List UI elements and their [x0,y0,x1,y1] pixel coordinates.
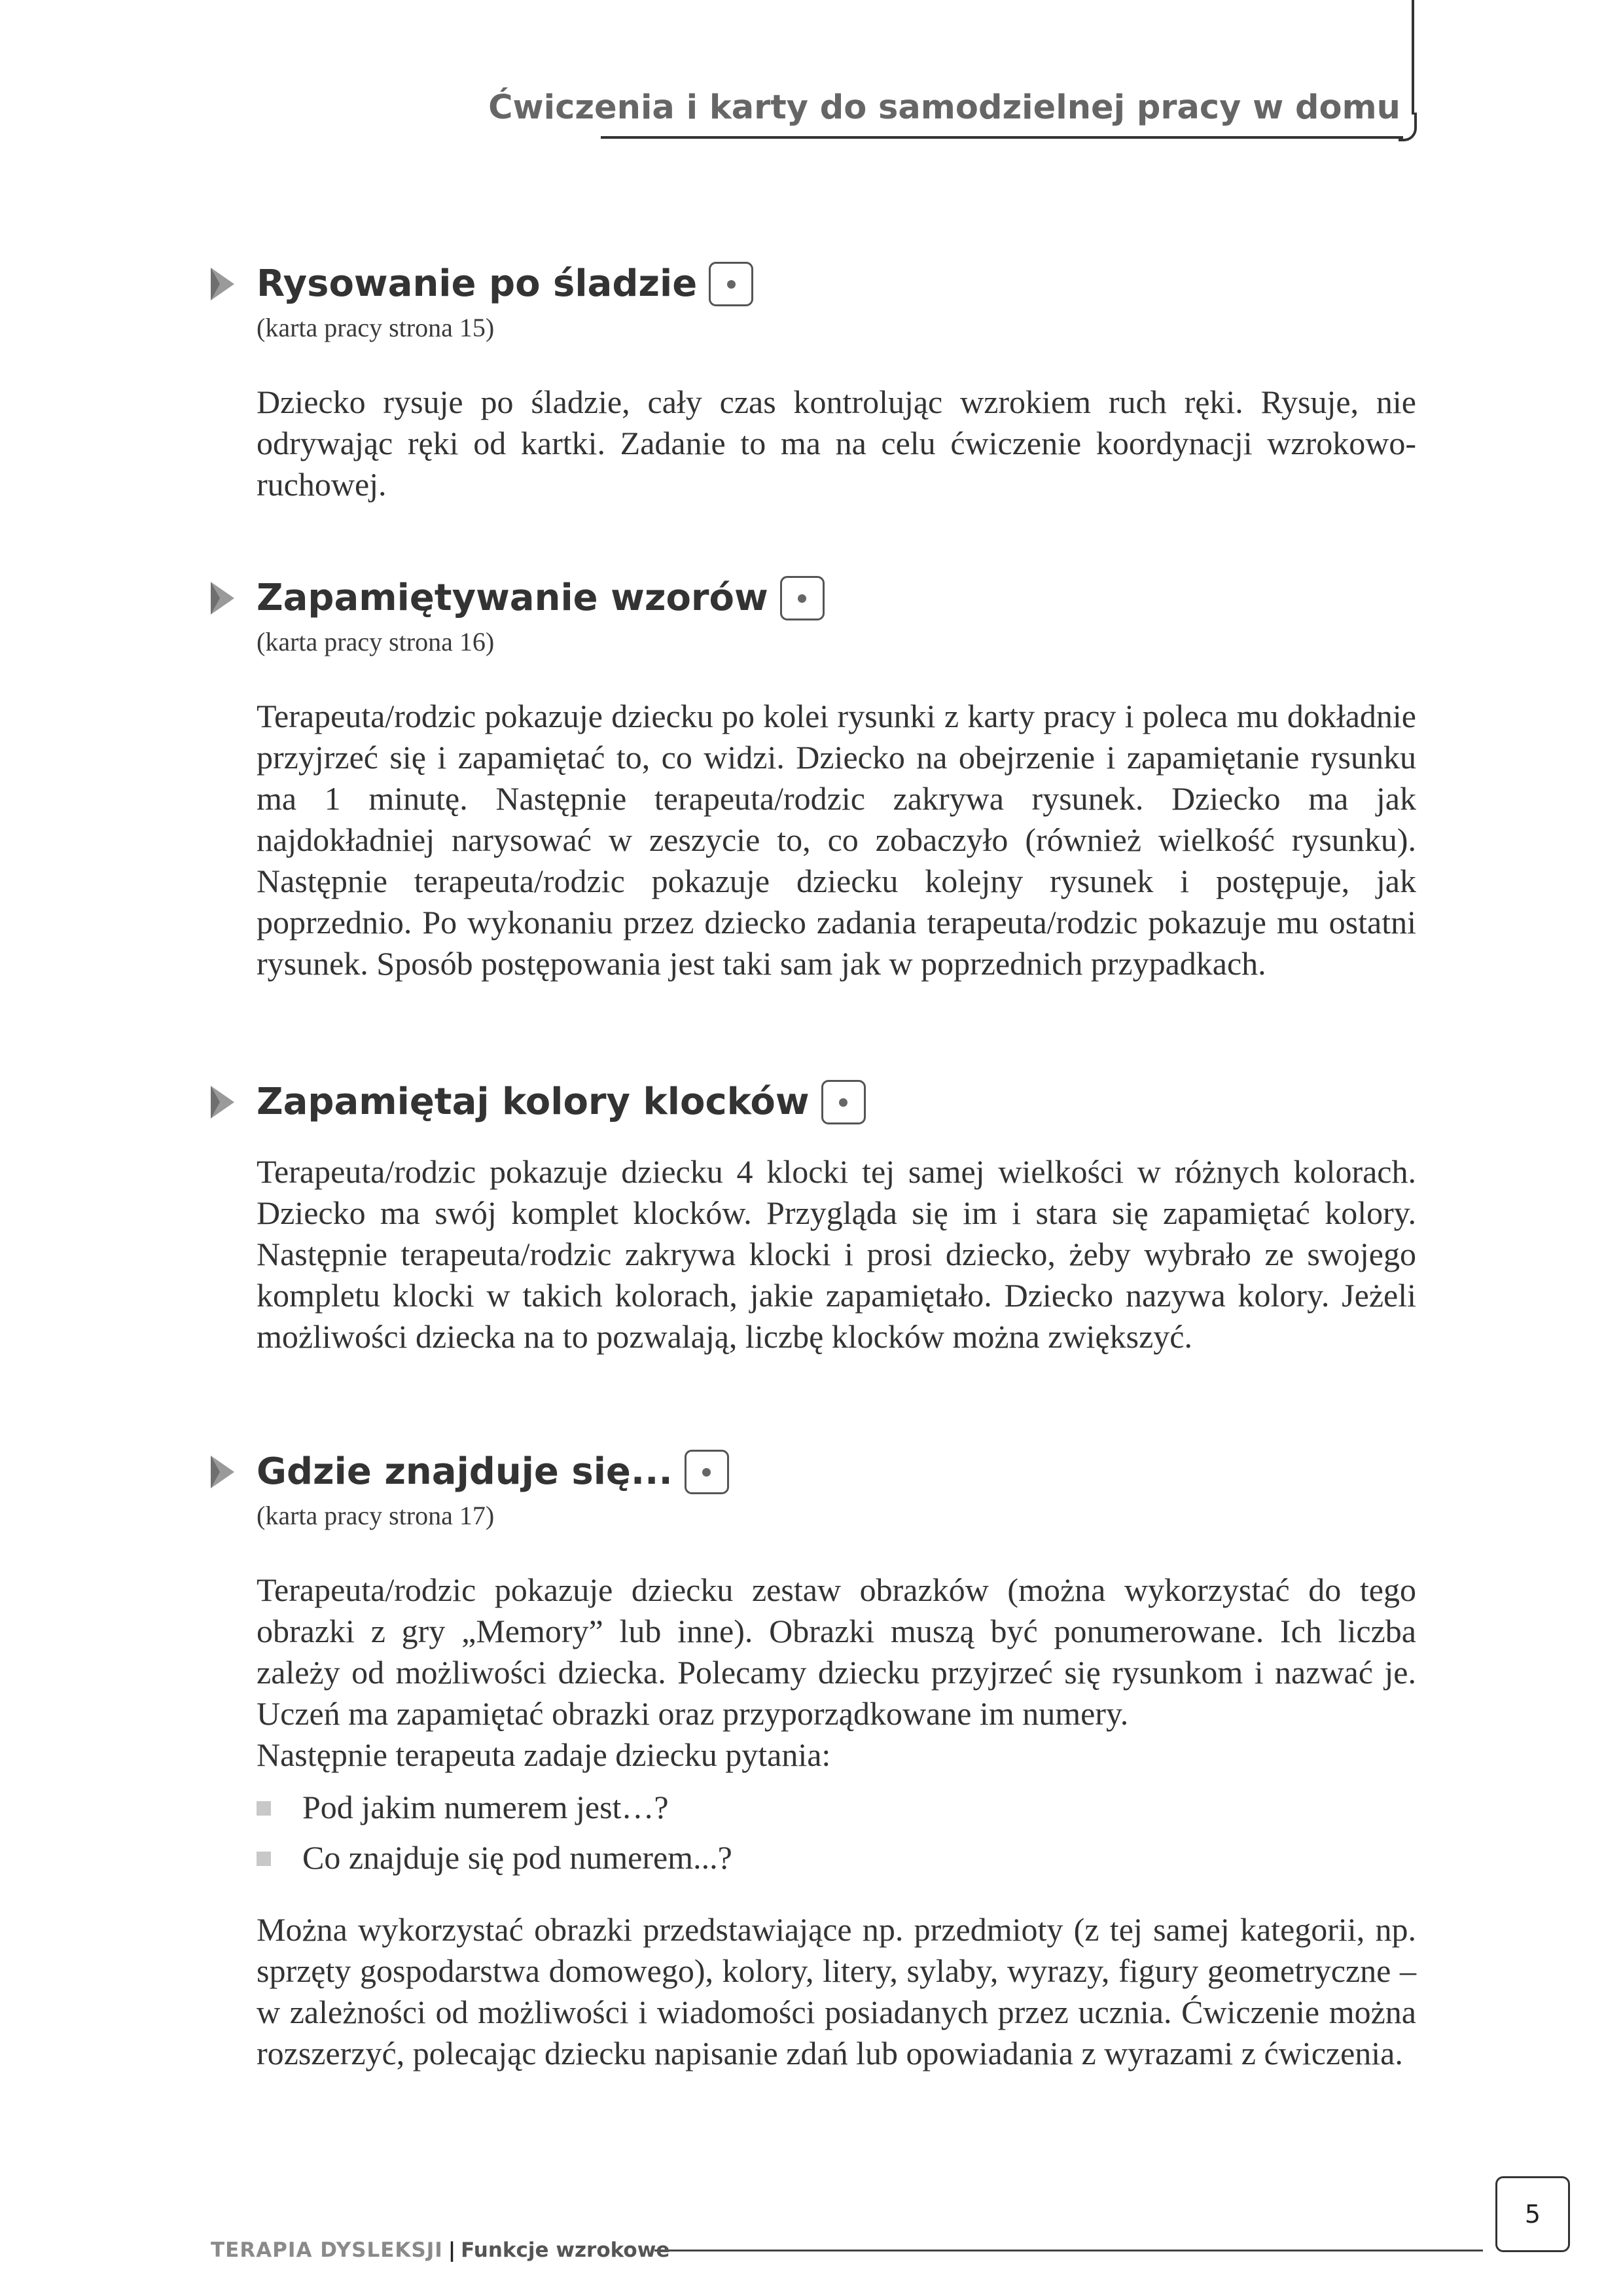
section-title: Gdzie znajduje się... [257,1450,673,1493]
section-title: Zapamiętaj kolory klocków [257,1081,810,1123]
section-paragraph: Terapeuta/rodzic pokazuje dziecku po kolei rysunki z karty pracy i poleca mu dokładnie przyjrzeć się i zapamiętać to, co widzi. Dziecko na obejrzenie i zapamiętanie rysunku ma 1 minutę. Następnie terapeuta/rodzic zakrywa rysunek. Dziecko ma jak najdokładniej narysować w zeszycie to, co zobaczyło (również wielkość rysunku). Następnie terapeuta/rodzic pokazuje dziecku kolejny rysunek i postępuje, jak poprzednio. Po wykonaniu przez dziecko zadania terapeuta/rodzic pokazuje mu ostatni rysunek. Sposób postępowania jest taki sam jak w poprzednich przypadkach. [257,698,1416,982]
list-item [257,1782,1416,1833]
section-heading [257,573,1416,624]
section-paragraph: Terapeuta/rodzic pokazuje dziecku zestaw obrazków (można wykorzystać do tego obrazki z gry „Memory” lub inne). Obrazki muszą być ponumerowane. Ich liczba zależy od możliwości dziecka. Polecamy dziecku przyjrzeć się rysunkom i nazwać je. Uczeń ma zapamiętać obrazki oraz przyporządkowane im numery. [257,1571,1416,1732]
header-rule [601,136,1403,139]
footer-series: TERAPIA DYSLEKSJI [211,2238,443,2262]
section-paragraph: Terapeuta/rodzic pokazuje dziecku 4 klocki tej samej wielkości w różnych kolorach. Dziecko ma swój komplet klocków. Przygląda się im i stara się zapamiętać kolory. Następnie terapeuta/rodzic zakrywa klocki i prosi dziecko, żeby wybrało ze swojego kompletu klocki w takich kolorach, jakie zapamiętało. Dziecko nazywa kolory. Jeżeli możliwości dziecka na to pozwalają, liczbę klocków można zwiększyć. [257,1153,1416,1355]
dot-button[interactable] [780,576,825,620]
section-subtitle: (karta pracy strona 15) [257,313,495,342]
list-item [257,1833,1416,1883]
footer-separator: | [448,2238,456,2262]
square-bullet-icon [257,1852,271,1866]
section-closing-paragraph: Można wykorzystać obrazki przedstawiające np. przedmioty (z tej samej kategorii, np. sprzęty gospodarstwa domowego), kolory, litery, sylaby, wyrazy, figury geometryczne – w zależności od możliwości i wiadomości posiadanych przez ucznia. Ćwiczenie można rozszerzyć, polecając dziecku napisanie zdań lub opowiadania z wyrazami z ćwiczenia. [257,1911,1416,2072]
list-item-text: Co znajduje się pod numerem...? [302,1839,732,1876]
section-title: Rysowanie po śladzie [257,262,698,305]
arrow-right-icon [211,582,234,615]
exercise-section [211,1446,1416,2074]
arrow-right-icon [211,268,234,300]
question-list [257,1782,1416,1883]
page-header-title: Ćwiczenia i karty do samodzielnej pracy w domu [488,88,1400,127]
main-content [211,259,1416,2074]
section-subtitle: (karta pracy strona 17) [257,1501,495,1530]
footer-topic: Funkcje wzrokowe [461,2238,670,2262]
exercise-section [211,573,1416,1077]
section-title: Zapamiętywanie wzorów [257,577,768,619]
section-heading [257,1077,1416,1128]
exercise-section [211,259,1416,573]
page-number: 5 [1495,2176,1570,2252]
section-heading [257,259,1416,310]
dot-button[interactable] [821,1080,866,1124]
section-paragraph: Następnie terapeuta zadaje dziecku pytania: [257,1736,831,1773]
arrow-right-icon [211,1086,234,1119]
section-subtitle: (karta pracy strona 16) [257,627,495,656]
dot-icon [702,1468,711,1477]
dot-button[interactable] [709,262,753,306]
dot-icon [798,594,806,603]
dot-button[interactable] [685,1450,729,1494]
page-frame-line [1412,0,1414,115]
dot-icon [727,280,736,289]
arrow-right-icon [211,1456,234,1488]
section-paragraph: Dziecko rysuje po śladzie, cały czas kontrolując wzrokiem ruch ręki. Rysuje, nie odrywając ręki od kartki. Zadanie to ma na celu ćwiczenie koordynacji wzrokowo-ruchowej. [257,384,1416,503]
dot-icon [839,1098,847,1107]
section-heading [257,1446,1416,1498]
list-item-text: Pod jakim numerem jest…? [302,1789,669,1825]
square-bullet-icon [257,1801,271,1816]
footer-rule [654,2250,1483,2251]
exercise-section [211,1077,1416,1446]
footer-label [211,2238,669,2262]
